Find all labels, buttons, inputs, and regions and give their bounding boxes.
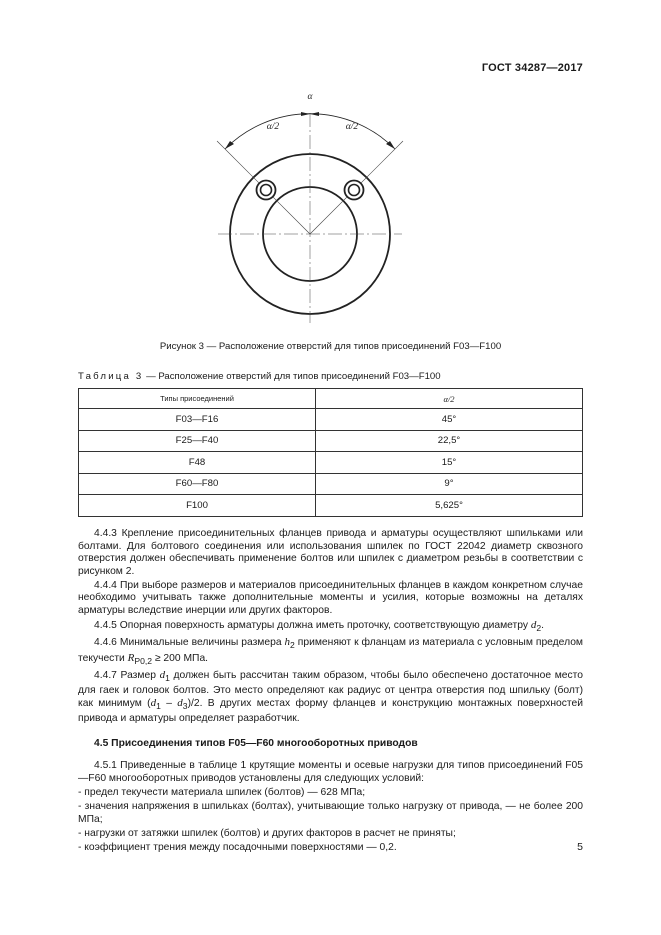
table-header-row xyxy=(79,389,583,409)
p446-text: 4.4.6 Минимальные величины размера xyxy=(94,637,285,649)
list-item: - предел текучести материала шпилек (болтов) — 628 МПа; xyxy=(78,786,366,798)
hole-layout-diagram xyxy=(180,85,440,330)
alpha-label: α xyxy=(307,92,313,102)
p447-end: )/2. В других местах форму фланцев и конструкцию монтажных поверхностей привода и арматуры определяет разработчик. xyxy=(78,698,583,724)
right-bolt-hole-inner xyxy=(349,185,360,196)
left-bolt-hole-inner xyxy=(261,185,272,196)
paragraph-4-4-3: 4.4.3 Крепление присоединительных фланцев привода и арматуры осуществляют шпильками или болтами. Для болтового соединения или использования шпилек по ГОСТ 22042 диаметр сквозного отверстия должен обеспечивать применение болтов или шпилек с диаметром резьбы в соответствии с рисунком 2. xyxy=(78,528,583,577)
p446-var: h xyxy=(284,636,291,649)
table-title-text: — Расположение отверстий для типов присоединений F03—F100 xyxy=(143,371,441,382)
table-row xyxy=(79,430,583,452)
list-item: - значения напряжения в шпильках (болтах), учитывающие только нагрузку от привода, — не более 200 МПа; xyxy=(78,800,583,825)
p447-var-3: d xyxy=(177,697,183,710)
table-row xyxy=(79,495,583,517)
p445-end: . xyxy=(541,620,545,632)
p446-var-2: R xyxy=(127,651,135,664)
document-code: ГОСТ 34287—2017 xyxy=(481,62,583,74)
alpha-half-left-label: α/2 xyxy=(266,122,280,132)
p447-sub: 1 xyxy=(165,673,170,684)
table-number: Таблица 3 xyxy=(78,371,144,382)
table-row xyxy=(79,452,583,474)
table-row xyxy=(79,409,583,431)
paragraph-4-4-5 xyxy=(78,619,583,635)
connection-type-cell: F100 xyxy=(79,495,316,517)
angle-cell: 45° xyxy=(316,409,583,431)
arrow-mid-left xyxy=(301,112,310,116)
table-title xyxy=(78,371,441,382)
body-text xyxy=(78,528,583,856)
connection-type-cell: F25—F40 xyxy=(79,430,316,452)
paragraph-4-4-6 xyxy=(78,636,583,667)
p447-sub-2: 1 xyxy=(156,701,161,712)
p446-text-2: применяют к фланцам из материала с условным пределом текучести xyxy=(78,637,583,664)
connection-type-cell: F48 xyxy=(79,452,316,474)
angle-cell: 9° xyxy=(316,473,583,495)
p445-sub: 2 xyxy=(536,623,542,634)
p447-var: d xyxy=(159,669,166,682)
list-item: - нагрузки от затяжки шпилек (болтов) и других факторов в расчет не приняты; xyxy=(78,827,456,839)
p447-text: 4.4.7 Размер xyxy=(94,670,160,682)
paragraph-4-5-1: 4.5.1 Приведенные в таблице 1 крутящие моменты и осевые нагрузки для типов присоединений F05—F60 многооборотных приводов установлены для следующих условий: xyxy=(78,760,583,784)
header-connection-types: Типы присоединений xyxy=(79,389,316,409)
p447-sub-3: 3 xyxy=(182,701,188,712)
alpha-half-right-label: α/2 xyxy=(345,122,359,132)
section-heading-4-5: 4.5 Присоединения типов F05—F60 многооборотных приводов xyxy=(94,737,418,749)
header-alpha-half: α/2 xyxy=(316,389,583,409)
list-item: - коэффициент трения между посадочными поверхностями — 0,2. xyxy=(78,841,397,853)
arrow-mid-right xyxy=(310,112,319,116)
angle-cell: 15° xyxy=(316,452,583,474)
p446-sub: 2 xyxy=(290,640,295,651)
p446-sub-2: P0,2 xyxy=(134,655,153,666)
page-number: 5 xyxy=(577,841,583,853)
figure-caption: Рисунок 3 — Расположение отверстий для типов присоединений F03—F100 xyxy=(159,341,502,352)
connection-type-cell: F60—F80 xyxy=(79,473,316,495)
hole-angle-table xyxy=(78,388,583,517)
p447-text-2: должен быть рассчитан таким образом, чтобы было обеспечено достаточное место для гаек и головок болтов. Это место определяют как радиус от центра отверстия под шпильку (болт) как минимум ( xyxy=(78,670,583,710)
paragraph-4-4-7 xyxy=(78,669,583,725)
p446-end: ≥ 200 МПа. xyxy=(152,652,209,664)
angle-cell: 22,5° xyxy=(316,430,583,452)
figure-hole-layout xyxy=(180,85,440,330)
table-row xyxy=(79,473,583,495)
angle-cell: 5,625° xyxy=(316,495,583,517)
p447-minus: – xyxy=(160,698,178,710)
p445-var: d xyxy=(530,619,537,632)
paragraph-4-4-4: 4.4.4 При выборе размеров и материалов присоединительных фланцев в каждом конкретном случае необходимо учитывать также дополнительные моменты и усилия, которые возможны на деталях арматуры вследствие инерции или других факторов. xyxy=(78,579,583,617)
connection-type-cell: F03—F16 xyxy=(79,409,316,431)
p447-var-2: d xyxy=(150,697,157,710)
p445-text: 4.4.5 Опорная поверхность арматуры должна иметь проточку, соответствующую диаметру xyxy=(94,620,531,632)
